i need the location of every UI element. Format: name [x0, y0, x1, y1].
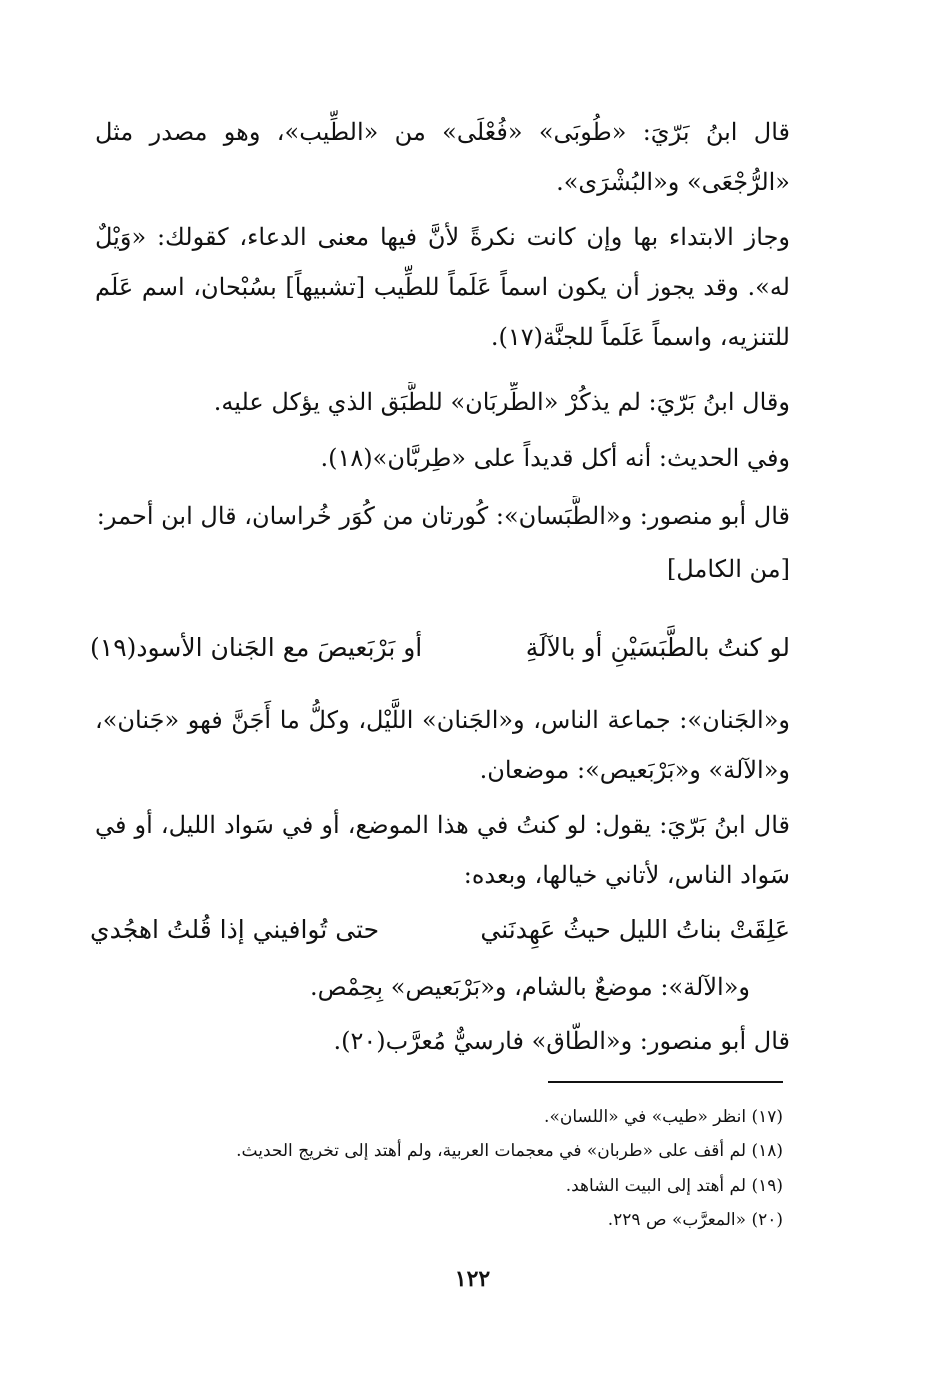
verse-second-hemistich: حتى تُوافيني إذا قُلتُ اهجُدي: [90, 915, 380, 944]
verse-first-hemistich: لو كنتُ بالطَّبَسَيْنِ أو بالآلَةِ: [525, 633, 790, 662]
paragraph-janan: و«الجَنان»: جماعة الناس، و«الجَنان» اللَّيْل، وكلُّ ما أَجَنَّ فهو «جَنان»، و«الآلة» و«بَرْبَعيص»: موضعان.: [95, 706, 790, 784]
paragraph-ibn-barri: قال ابنُ بَرّيَ: يقول: لو كنتُ في هذا الموضع، أو في سَواد الليل، أو في سَواد الناس، لأتاني خيالها، وبعده:: [95, 811, 790, 889]
page-number: ١٢٢: [454, 1266, 491, 1292]
line-ala: و«الآلة»: موضعٌ بالشام، و«بَرْبَعيص» بِحِمْص.: [310, 973, 750, 1001]
line-abu-mansur: قال أبو منصور: و«الطَّبَسان»: كُورتان من كُوَر خُراسان، قال ابن أحمر:: [96, 502, 790, 530]
line-taq: قال أبو منصور: و«الطّاق» فارسيٌّ مُعرَّب(٢٠).: [333, 1027, 790, 1055]
footnote-20: (٢٠) «المعرَّب» ص ٢٢٩.: [607, 1210, 783, 1230]
paragraph-tuba: قال ابنُ بَرّيَ: «طُوبَى» «فُعْلَى» من «الطِّيب»، وهو مصدر مثل «الرُّجْعَى» و«البُشْرَى».: [95, 118, 790, 196]
verse-second-hemistich: أو بَرْبَعيصَ مع الجَنان الأسود(١٩): [90, 633, 423, 662]
footnote-18: (١٨) لم أقف على «طربان» في معجمات العربية، ولم أهتد إلى تخريج الحديث.: [236, 1141, 783, 1161]
line-hadith: وفي الحديث: أنه أكل قديداً على «طِربَّان»(١٨).: [320, 444, 790, 472]
footnote-separator: [548, 1081, 783, 1083]
paragraph-ibtida: وجاز الابتداء بها وإن كانت نكرةً لأنَّ فيها معنى الدعاء، كقولك: «وَيْلٌ له». وقد يجوز أن يكون اسماً عَلَماً للطِّيب [تشبيهاً] بسُبْحان، اسم عَلَم للتنزيه، واسماً عَلَماً للجنَّة(١٧).: [95, 223, 790, 351]
verse-first-hemistich: عَلِقَتْ بناتُ الليل حيثُ عَهِدنَني: [480, 915, 790, 944]
footnote-17: (١٧) انظر «طيب» في «اللسان».: [544, 1107, 783, 1127]
meter-label: [من الكامل]: [666, 555, 790, 583]
footnote-19: (١٩) لم أهتد إلى البيت الشاهد.: [565, 1176, 783, 1196]
line-tirban: وقال ابنُ بَرّيَ: لم يذكُرْ «الطِّربَان» للطَّبَق الذي يؤكل عليه.: [213, 388, 790, 416]
